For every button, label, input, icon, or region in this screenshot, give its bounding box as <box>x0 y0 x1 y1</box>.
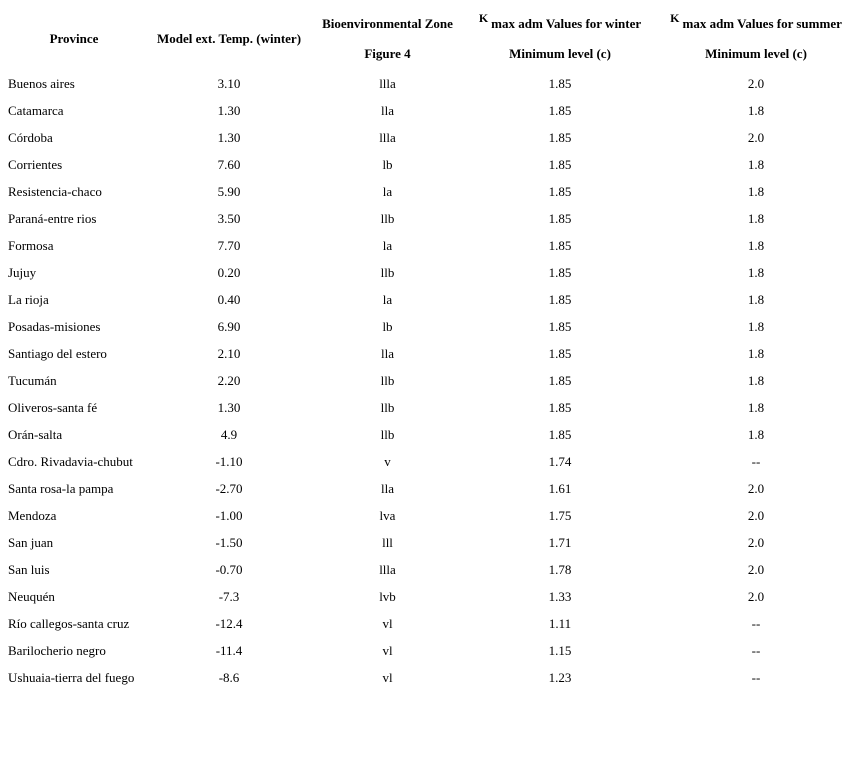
cell-province: Mendoza <box>8 507 57 523</box>
cell-winter: 1.85 <box>548 183 572 199</box>
cell-summer: 2.0 <box>747 129 765 145</box>
cell-winter: 1.85 <box>548 102 572 118</box>
cell-province: Santiago del estero <box>8 345 107 361</box>
table-row <box>0 394 857 421</box>
cell-temp: 3.10 <box>217 75 241 91</box>
cell-winter: 1.85 <box>548 291 572 307</box>
cell-temp: -1.50 <box>215 534 243 550</box>
cell-temp: -11.4 <box>215 642 243 658</box>
header-row <box>0 4 857 70</box>
header-zone-subtitle: Figure 4 <box>364 46 411 61</box>
cell-zone: lb <box>382 318 393 334</box>
table-row <box>0 286 857 313</box>
table-row <box>0 259 857 286</box>
header-kmax-summer <box>655 4 857 70</box>
cell-temp: 2.10 <box>217 345 241 361</box>
cell-winter: 1.11 <box>548 615 572 631</box>
cell-zone: llb <box>380 426 395 442</box>
cell-winter: 1.85 <box>548 210 572 226</box>
cell-zone: llb <box>380 264 395 280</box>
table-row <box>0 178 857 205</box>
header-kmax-winter-title: max adm Values for winter <box>491 16 642 31</box>
table-row <box>0 475 857 502</box>
cell-summer: 1.8 <box>747 345 765 361</box>
cell-summer: 1.8 <box>747 183 765 199</box>
k-symbol-winter: K <box>478 11 489 25</box>
cell-zone: la <box>382 237 393 253</box>
cell-province: Corrientes <box>8 156 63 172</box>
table-row <box>0 529 857 556</box>
table-row <box>0 313 857 340</box>
cell-temp: 7.60 <box>217 156 241 172</box>
cell-province: La rioja <box>8 291 49 307</box>
cell-province: Catamarca <box>8 102 64 118</box>
header-province <box>0 4 148 70</box>
cell-temp: 1.30 <box>217 399 241 415</box>
cell-zone: lla <box>381 102 394 118</box>
province-climate-table <box>0 4 857 691</box>
cell-zone: v <box>384 453 391 469</box>
table-row <box>0 97 857 124</box>
cell-zone: llb <box>380 372 395 388</box>
cell-province: Orán-salta <box>8 426 63 442</box>
cell-zone: lb <box>382 156 393 172</box>
cell-winter: 1.71 <box>548 534 572 550</box>
cell-province: Cdro. Rivadavia-chubut <box>8 453 133 469</box>
table-row <box>0 151 857 178</box>
cell-province: San juan <box>8 534 54 550</box>
cell-province: Córdoba <box>8 129 53 145</box>
cell-summer: 1.8 <box>747 102 765 118</box>
header-kmax-summer-subtitle: Minimum level (c) <box>705 46 807 61</box>
cell-summer: -- <box>751 615 761 631</box>
cell-zone: lvb <box>379 588 396 604</box>
cell-summer: 1.8 <box>747 426 765 442</box>
cell-zone: llla <box>379 129 396 145</box>
cell-zone: llla <box>379 561 396 577</box>
cell-province: Tucumán <box>8 372 57 388</box>
cell-winter: 1.85 <box>548 264 572 280</box>
cell-summer: -- <box>751 669 761 685</box>
cell-winter: 1.61 <box>548 480 572 496</box>
cell-temp: 7.70 <box>217 237 241 253</box>
cell-zone: llb <box>380 399 395 415</box>
cell-summer: 1.8 <box>747 372 765 388</box>
cell-winter: 1.85 <box>548 75 572 91</box>
cell-temp: -8.6 <box>218 669 240 685</box>
cell-zone: lll <box>382 534 393 550</box>
cell-zone: lva <box>379 507 396 523</box>
table-row <box>0 637 857 664</box>
cell-temp: -7.3 <box>218 588 240 604</box>
cell-temp: 5.90 <box>217 183 241 199</box>
header-model-temp <box>148 4 310 70</box>
cell-temp: 3.50 <box>217 210 241 226</box>
cell-temp: -0.70 <box>215 561 243 577</box>
header-kmax-winter <box>465 4 655 70</box>
cell-summer: 2.0 <box>747 480 765 496</box>
cell-summer: 1.8 <box>747 399 765 415</box>
header-kmax-summer-title: max adm Values for summer <box>682 16 842 31</box>
cell-summer: -- <box>751 453 761 469</box>
cell-winter: 1.85 <box>548 345 572 361</box>
cell-zone: llb <box>380 210 395 226</box>
cell-winter: 1.85 <box>548 426 572 442</box>
cell-summer: 1.8 <box>747 318 765 334</box>
table-row <box>0 124 857 151</box>
cell-zone: vl <box>382 642 393 658</box>
cell-zone: la <box>382 291 393 307</box>
cell-temp: 0.20 <box>217 264 241 280</box>
cell-winter: 1.23 <box>548 669 572 685</box>
table-row <box>0 367 857 394</box>
cell-province: Santa rosa-la pampa <box>8 480 114 496</box>
cell-winter: 1.15 <box>548 642 572 658</box>
cell-zone: la <box>382 183 393 199</box>
cell-winter: 1.85 <box>548 237 572 253</box>
table-row <box>0 421 857 448</box>
header-model-temp-label: Model ext. Temp. (winter) <box>156 31 302 46</box>
cell-winter: 1.85 <box>548 318 572 334</box>
cell-summer: 2.0 <box>747 75 765 91</box>
header-kmax-winter-subtitle: Minimum level (c) <box>509 46 611 61</box>
cell-summer: -- <box>751 642 761 658</box>
cell-summer: 2.0 <box>747 561 765 577</box>
cell-summer: 1.8 <box>747 237 765 253</box>
cell-province: Oliveros-santa fé <box>8 399 98 415</box>
cell-province: Paraná-entre rios <box>8 210 97 226</box>
cell-summer: 1.8 <box>747 264 765 280</box>
header-zone-title: Bioenvironmental Zone <box>322 16 453 31</box>
cell-temp: 1.30 <box>217 102 241 118</box>
cell-summer: 1.8 <box>747 156 765 172</box>
cell-temp: -2.70 <box>215 480 243 496</box>
cell-temp: -1.00 <box>215 507 243 523</box>
cell-temp: 1.30 <box>217 129 241 145</box>
table-body <box>0 70 857 691</box>
cell-zone: vl <box>382 669 393 685</box>
cell-temp: 4.9 <box>220 426 238 442</box>
cell-zone: lla <box>381 345 394 361</box>
cell-province: Río callegos-santa cruz <box>8 615 130 631</box>
cell-summer: 2.0 <box>747 534 765 550</box>
cell-province: Formosa <box>8 237 54 253</box>
table-row <box>0 232 857 259</box>
header-zone <box>310 4 465 70</box>
cell-province: San luis <box>8 561 50 577</box>
cell-winter: 1.85 <box>548 399 572 415</box>
cell-temp: 2.20 <box>217 372 241 388</box>
cell-summer: 2.0 <box>747 507 765 523</box>
cell-zone: lla <box>381 480 394 496</box>
cell-summer: 1.8 <box>747 210 765 226</box>
cell-summer: 2.0 <box>747 588 765 604</box>
cell-zone: llla <box>379 75 396 91</box>
cell-province: Buenos aires <box>8 75 75 91</box>
table-row <box>0 205 857 232</box>
cell-winter: 1.75 <box>548 507 572 523</box>
cell-temp: -12.4 <box>215 615 243 631</box>
table-row <box>0 610 857 637</box>
cell-winter: 1.85 <box>548 372 572 388</box>
cell-province: Resistencia-chaco <box>8 183 102 199</box>
cell-winter: 1.85 <box>548 156 572 172</box>
cell-winter: 1.74 <box>548 453 572 469</box>
cell-winter: 1.78 <box>548 561 572 577</box>
table-row <box>0 448 857 475</box>
k-symbol-summer: K <box>670 11 680 25</box>
table-row <box>0 70 857 97</box>
table-row <box>0 664 857 691</box>
cell-zone: vl <box>382 615 393 631</box>
table-row <box>0 340 857 367</box>
cell-province: Ushuaia-tierra del fuego <box>8 669 135 685</box>
cell-winter: 1.85 <box>548 129 572 145</box>
cell-province: Jujuy <box>8 264 37 280</box>
cell-province: Neuquén <box>8 588 55 604</box>
table-row <box>0 502 857 529</box>
cell-summer: 1.8 <box>747 291 765 307</box>
cell-temp: 6.90 <box>217 318 241 334</box>
table-row <box>0 556 857 583</box>
cell-winter: 1.33 <box>548 588 572 604</box>
header-province-label: Province <box>49 31 99 46</box>
table-row <box>0 583 857 610</box>
cell-temp: 0.40 <box>217 291 241 307</box>
cell-province: Barilocherio negro <box>8 642 106 658</box>
cell-temp: -1.10 <box>215 453 243 469</box>
cell-province: Posadas-misiones <box>8 318 101 334</box>
table-header <box>0 4 857 70</box>
